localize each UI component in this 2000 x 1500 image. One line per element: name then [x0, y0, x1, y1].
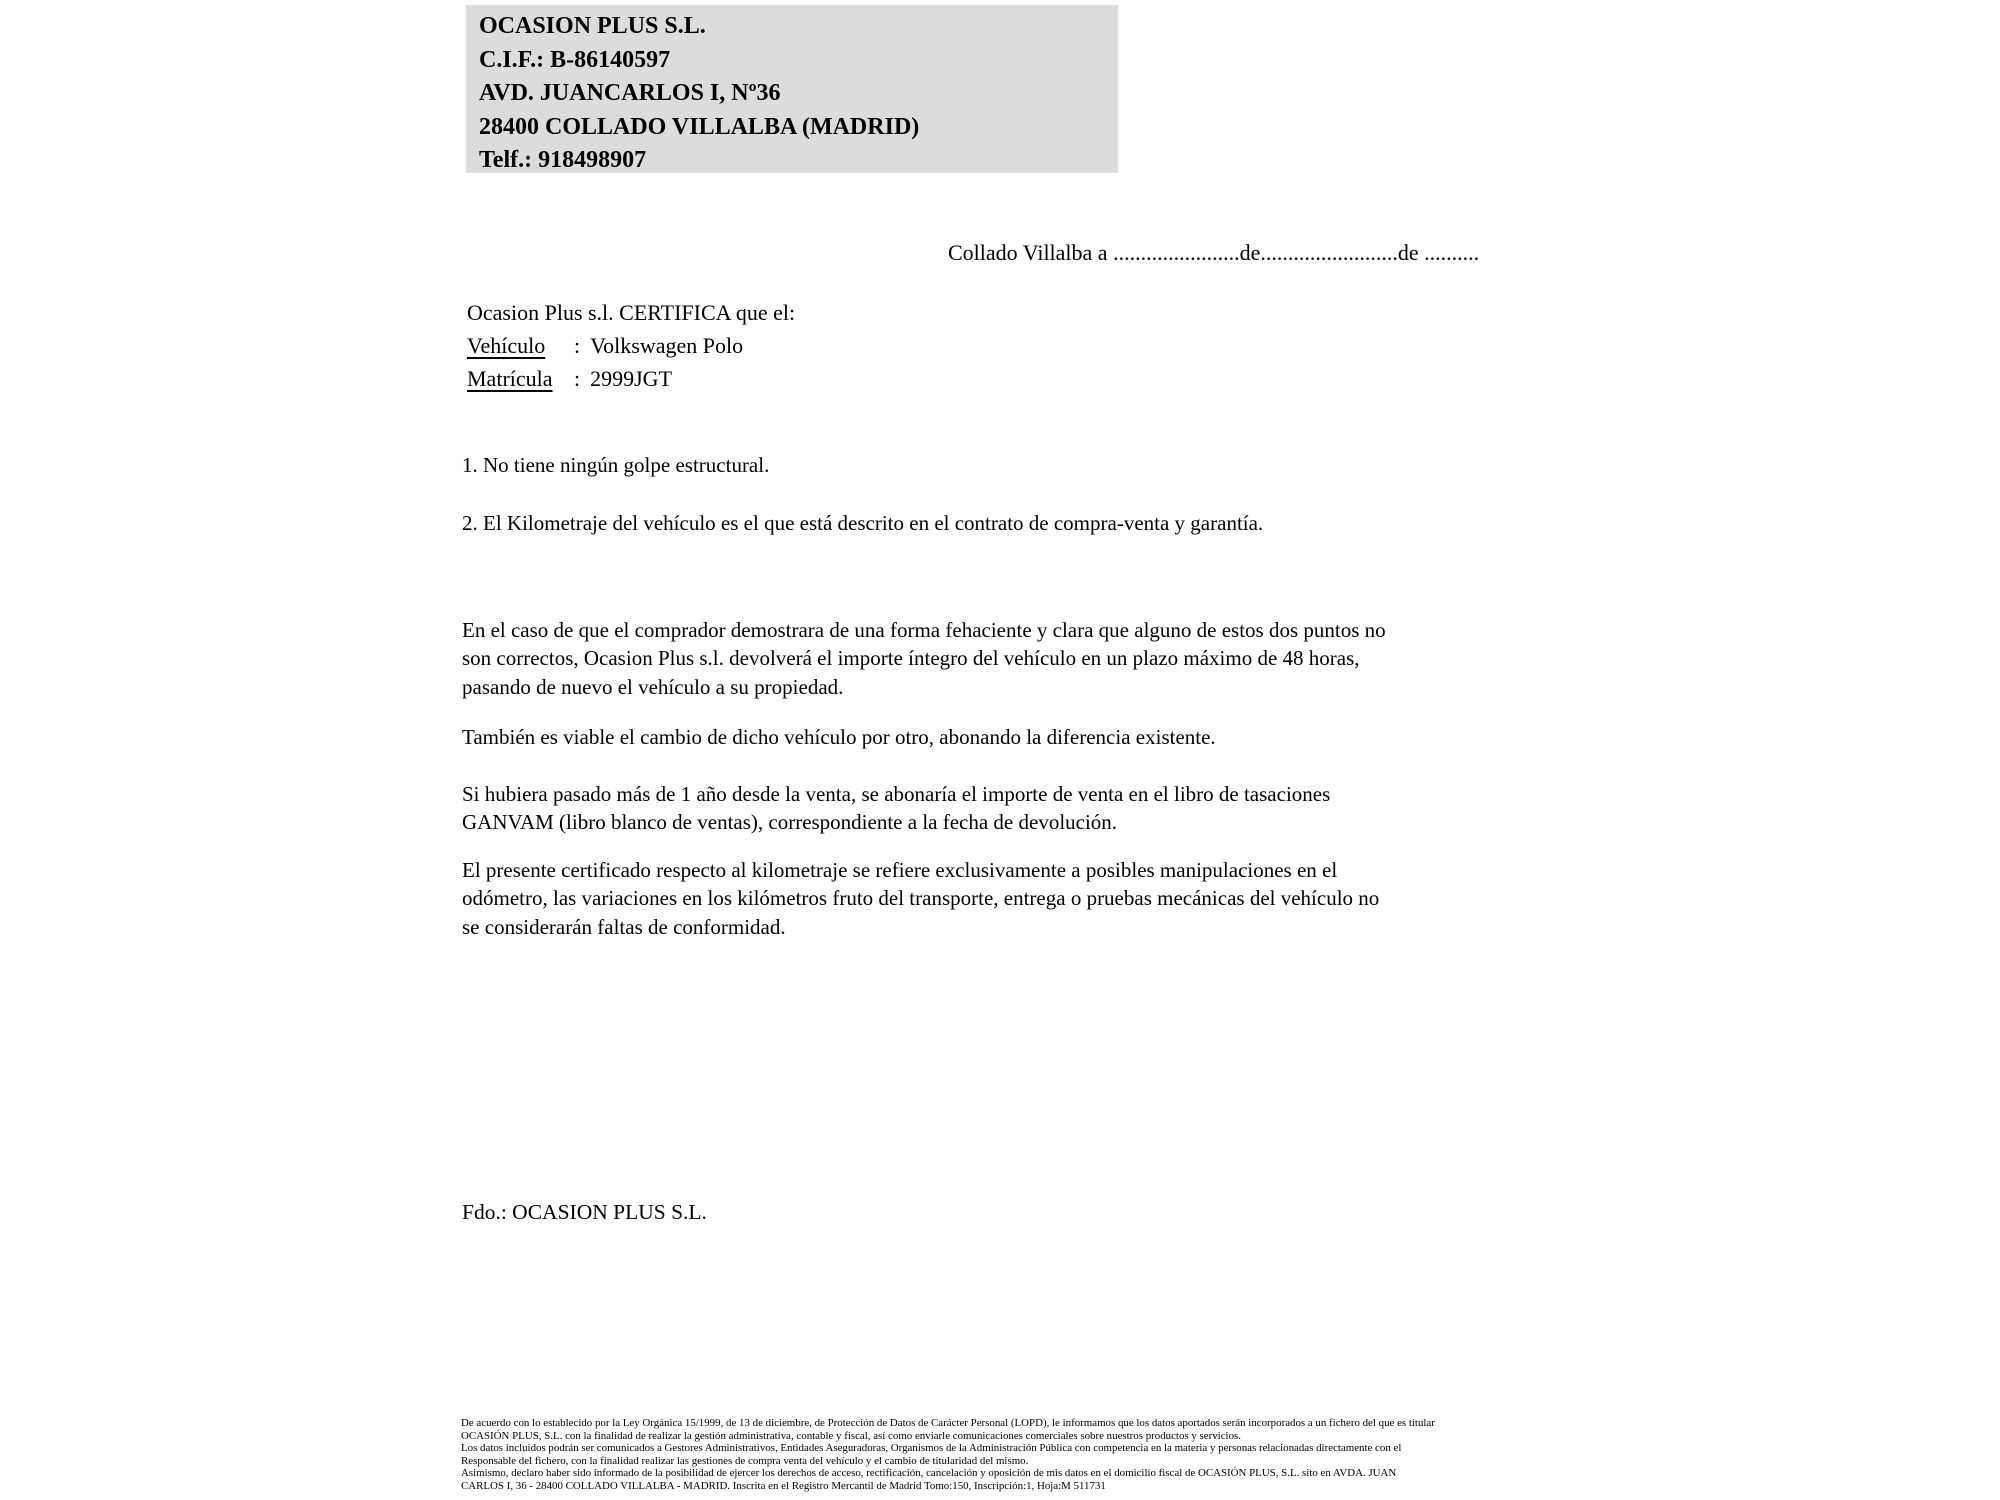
company-cif: C.I.F.: B-86140597 [479, 46, 671, 73]
legal-footer-line: CARLOS I, 36 - 28400 COLLADO VILLALBA - MADRID. Inscrita en el Registro Mercantil de Madrid Tomo:150, Inscripción:1, Hoja:M 511731 [461, 1479, 1106, 1492]
numbered-item-1: 1. No tiene ningún golpe estructural. [462, 453, 770, 477]
company-address: AVD. JUANCARLOS I, Nº36 [479, 80, 781, 106]
plate-field-row [467, 362, 795, 395]
paragraph-line: Si hubiera pasado más de 1 año desde la venta, se abonaría el importe de venta en el libro de tasaciones [462, 782, 1331, 806]
paragraph-ganvam [462, 780, 1330, 837]
certification-block [467, 296, 795, 395]
company-postal-city: 28400 COLLADO VILLALBA (MADRID) [479, 113, 920, 140]
plate-field-label: Matrícula [467, 366, 553, 391]
vehicle-field-row [467, 329, 795, 362]
paragraph-line: GANVAM (libro blanco de ventas), correspondiente a la fecha de devolución. [462, 810, 1118, 835]
certification-intro: Ocasion Plus s.l. CERTIFICA que el: [467, 300, 796, 325]
paragraph-line: El presente certificado respecto al kilometraje se refiere exclusivamente a posibles manipulaciones en el [462, 858, 1338, 882]
company-phone: Telf.: 918498907 [479, 147, 647, 173]
legal-footer-line: Responsable del fichero, con la finalidad realizar las gestiones de compra venta del vehículo y el cambio de titularidad del mismo. [461, 1454, 1029, 1467]
company-name: OCASION PLUS S.L. [479, 13, 706, 39]
paragraph-line: También es viable el cambio de dicho vehículo por otro, abonando la diferencia existente. [462, 725, 1216, 749]
paragraph-line: son correctos, Ocasion Plus s.l. devolverá el importe íntegro del vehículo en un plazo máximo de 48 horas, [462, 646, 1360, 671]
plate-field-separator: : [574, 366, 581, 391]
vehicle-field-label: Vehículo [467, 333, 546, 358]
vehicle-field-value: Volkswagen Polo [590, 333, 744, 358]
legal-footer-line: Asimismo, declaro haber sido informado de la posibilidad de ejercer los derechos de acceso, rectificación, cancelación y oposición de mis datos en el domicilio fiscal de OCASIÓN PLUS, S.L. sito en AVDA. JUAN [461, 1467, 1397, 1480]
paragraph-line: odómetro, las variaciones en los kilómetros fruto del transporte, entrega o pruebas mecánicas del vehículo no [462, 886, 1380, 911]
numbered-item-2: 2. El Kilometraje del vehículo es el que está descrito en el contrato de compra-venta y garantía. [462, 511, 1264, 535]
legal-footer [461, 1417, 1435, 1492]
legal-footer-line: OCASIÓN PLUS, S.L. con la finalidad de realizar la gestión administrativa, contable y fiscal, así como enviarle comunicaciones comerciales sobre nuestros productos y servicios. [461, 1429, 1241, 1442]
paragraph-line: se considerarán faltas de conformidad. [462, 914, 786, 939]
paragraph-odometer [462, 856, 1379, 941]
date-line: Collado Villalba a .......................de.........................de .......... [948, 240, 1480, 265]
paragraph-refund [462, 616, 1386, 701]
company-header-box [466, 5, 1118, 173]
signature-line: Fdo.: OCASION PLUS S.L. [462, 1200, 707, 1224]
legal-footer-line: De acuerdo con lo establecido por la Ley Orgánica 15/1999, de 13 de diciembre, de Protección de Datos de Carácter Personal (LOPD), le informamos que los datos aportados serán incorporados a un fichero del que es titular [461, 1417, 1435, 1429]
legal-footer-line: Los datos incluidos podrán ser comunicados a Gestores Administrativos, Entidades Aseguradoras, Organismos de la Administración Pública con competencia en la materia y personas relacionadas directamente con el [461, 1442, 1402, 1455]
paragraph-line: pasando de nuevo el vehículo a su propiedad. [462, 674, 844, 699]
paragraph-exchange [462, 723, 1216, 751]
vehicle-field-separator: : [574, 333, 581, 358]
plate-field-value: 2999JGT [590, 366, 673, 391]
paragraph-line: En el caso de que el comprador demostrara de una forma fehaciente y clara que alguno de estos dos puntos no [462, 618, 1386, 642]
